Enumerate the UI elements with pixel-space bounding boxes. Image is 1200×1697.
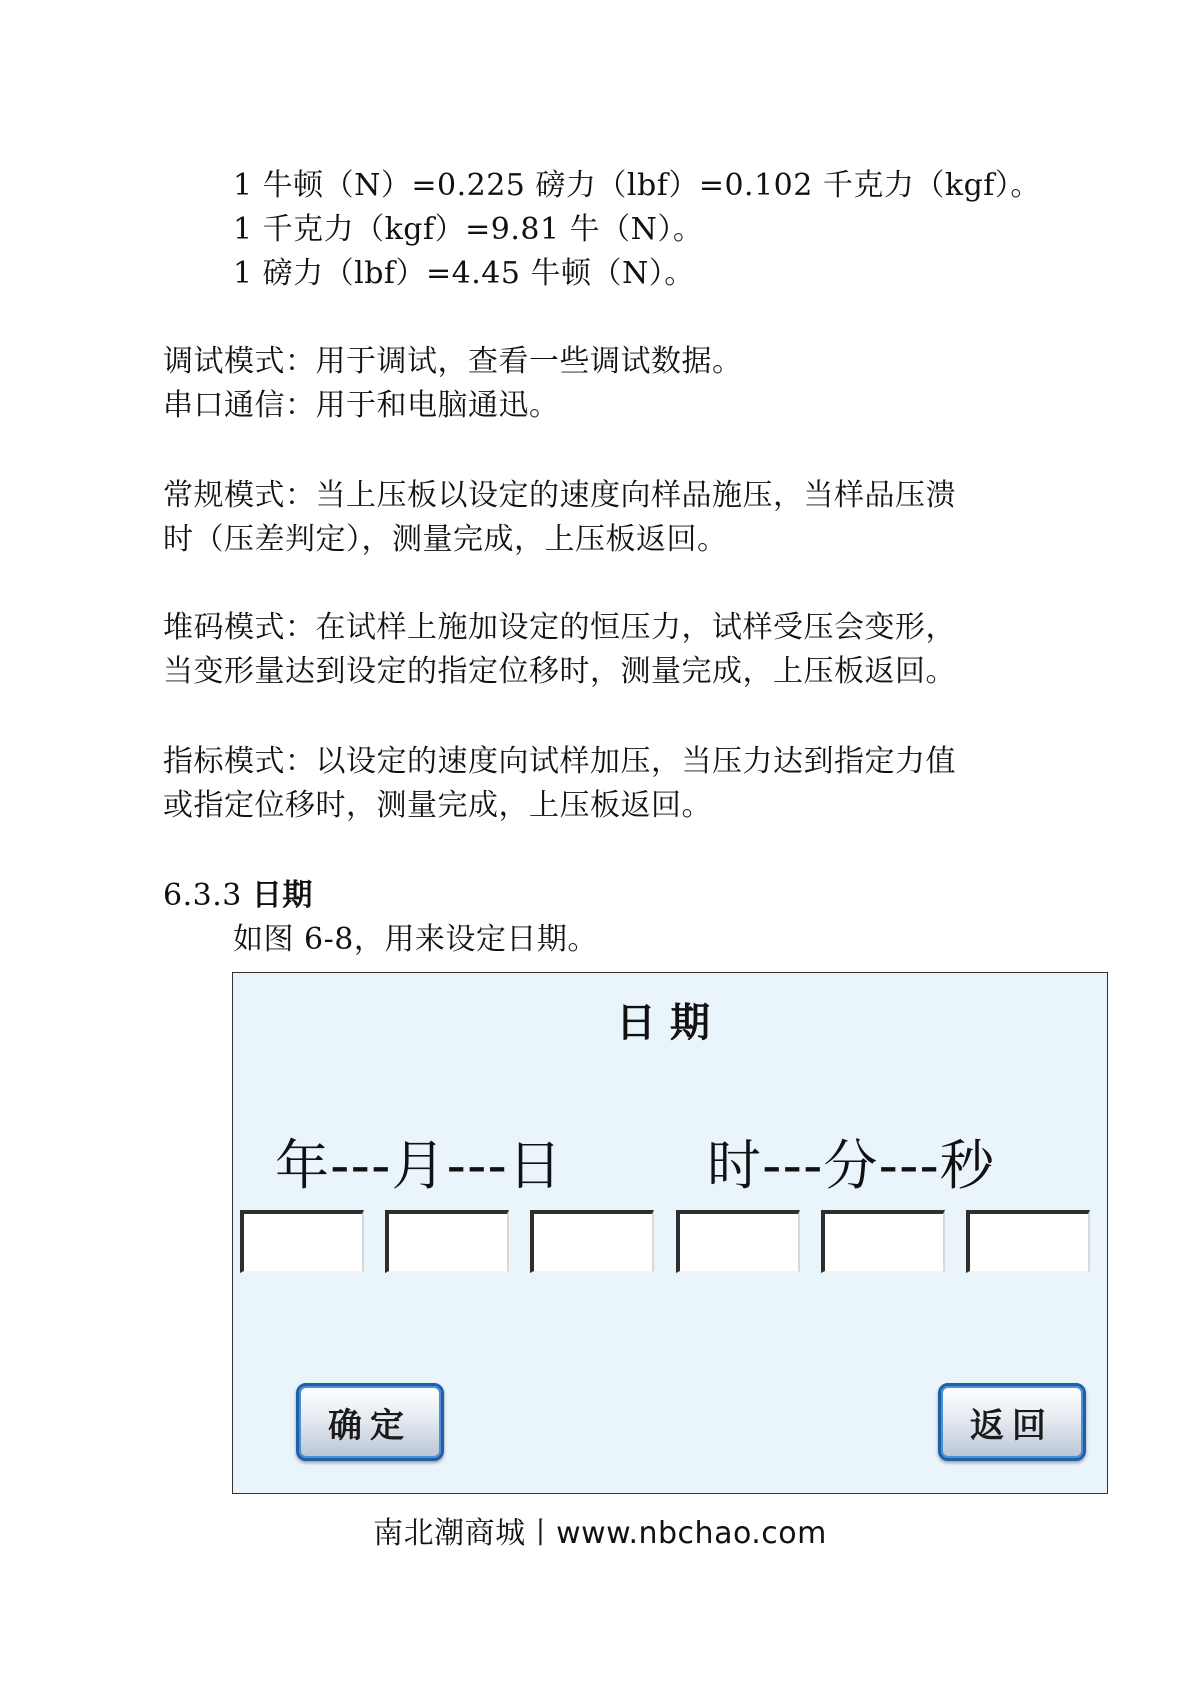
confirm-button[interactable]: 确定	[296, 1383, 444, 1461]
conversion-kgf: 1 千克力（kgf）=9.81 牛（N）。	[233, 212, 704, 247]
hour-input[interactable]	[676, 1210, 800, 1273]
footer-site-name: 南北潮商城丨www.nbchao.com	[373, 1516, 827, 1551]
mode-normal-line2: 时（压差判定），测量完成，上压板返回。	[163, 522, 728, 557]
mode-normal-line1: 常规模式：当上压板以设定的速度向样品施压，当样品压溃	[163, 478, 956, 513]
minute-input[interactable]	[821, 1210, 945, 1273]
section-title: 日期	[251, 878, 313, 913]
date-screen	[232, 972, 1108, 1494]
screen-title: 日期	[616, 1000, 724, 1046]
section-heading	[163, 876, 313, 916]
conversion-lbf: 1 磅力（lbf）=4.45 牛顿（N）。	[233, 256, 695, 291]
second-input[interactable]	[966, 1210, 1090, 1273]
mode-debug: 调试模式：用于调试，查看一些调试数据。	[163, 344, 743, 379]
year-input[interactable]	[240, 1210, 364, 1273]
time-field-label: 时---分---秒	[707, 1134, 995, 1197]
month-input[interactable]	[385, 1210, 509, 1273]
mode-stack-line2: 当变形量达到设定的指定位移时，测量完成，上压板返回。	[163, 654, 956, 689]
mode-stack-line1: 堆码模式：在试样上施加设定的恒压力，试样受压会变形，	[163, 610, 956, 645]
back-button[interactable]: 返回	[938, 1383, 1086, 1461]
section-number: 6.3.3	[163, 878, 242, 913]
mode-index-line1: 指标模式：以设定的速度向试样加压，当压力达到指定力值	[163, 744, 956, 779]
conversion-newton: 1 牛顿（N）=0.225 磅力（lbf）=0.102 千克力（kgf）。	[233, 168, 1041, 203]
mode-serial: 串口通信：用于和电脑通迅。	[163, 388, 560, 423]
section-intro: 如图 6-8，用来设定日期。	[233, 922, 598, 957]
day-input[interactable]	[530, 1210, 654, 1273]
mode-index-line2: 或指定位移时，测量完成，上压板返回。	[163, 788, 712, 823]
date-field-label: 年---月---日	[275, 1134, 563, 1197]
